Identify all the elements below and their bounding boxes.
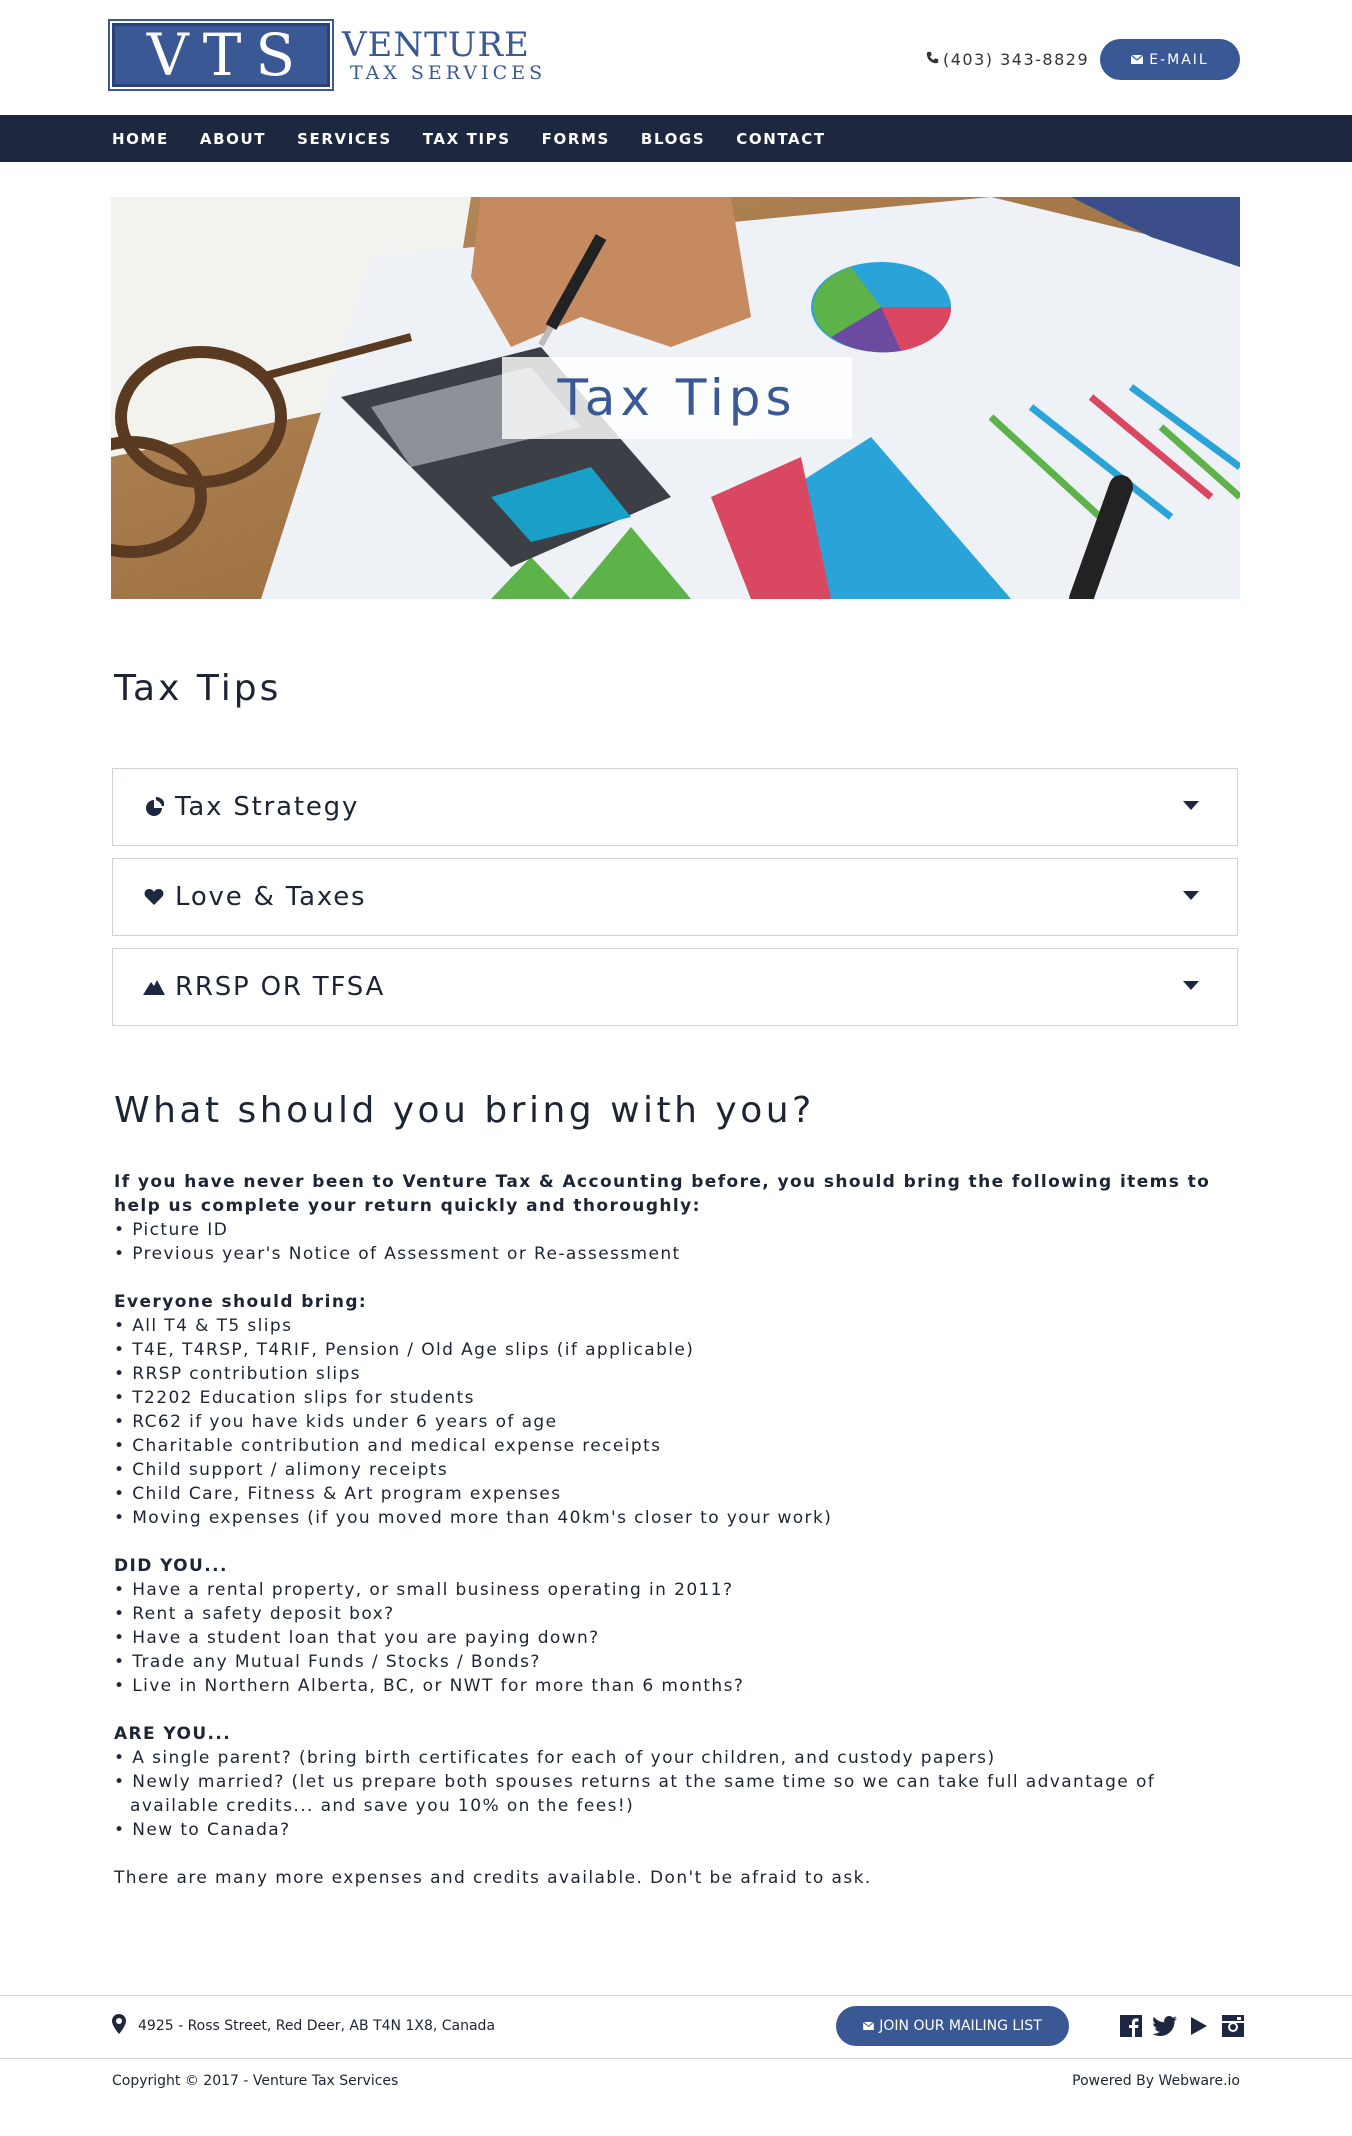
didyou-list [114, 1578, 1240, 1698]
chevron-down-icon [1183, 981, 1199, 990]
email-button-label: E-MAIL [1149, 51, 1209, 68]
address-text: 4925 - Ross Street, Red Deer, AB T4N 1X8, Canada [138, 2018, 496, 2034]
facebook-icon[interactable] [1119, 2014, 1143, 2038]
mailing-list-label: JOIN OUR MAILING LIST [879, 2018, 1042, 2034]
bring-intro: If you have never been to Venture Tax & Accounting before, you should bring the following items to help us complete your return quickly and thoroughly: [114, 1172, 1211, 1216]
list-item: • Trade any Mutual Funds / Stocks / Bonds? [114, 1652, 541, 1672]
didyou-heading: DID YOU... [114, 1556, 228, 1576]
heart-icon [143, 886, 165, 908]
accordion-label: RRSP OR TFSA [175, 972, 386, 1002]
bring-content [114, 1170, 1240, 1890]
list-item: • Live in Northern Alberta, BC, or NWT for more than 6 months? [114, 1676, 745, 1696]
list-item: • Have a rental property, or small business operating in 2011? [114, 1580, 734, 1600]
everyone-list [114, 1314, 1240, 1530]
map-pin-icon [112, 2014, 126, 2038]
accordion-tax-strategy[interactable] [112, 768, 1238, 846]
accordion-label: Love & Taxes [175, 882, 367, 912]
site-header [0, 0, 1352, 115]
nav-item-services[interactable]: SERVICES [297, 129, 392, 148]
nav-item-forms[interactable]: FORMS [541, 129, 610, 148]
phone-icon [926, 51, 939, 68]
phone-link[interactable] [926, 50, 1089, 69]
list-item: • Picture ID [114, 1220, 229, 1240]
intro-list [114, 1218, 1240, 1266]
list-item: • Child support / alimony receipts [114, 1460, 449, 1480]
logo-name: VENTURE [342, 25, 530, 65]
areyou-heading: ARE YOU... [114, 1724, 232, 1744]
list-item: • Have a student loan that you are paying down? [114, 1628, 600, 1648]
logo-letters: VTS [146, 21, 310, 89]
powered-by-link[interactable]: Powered By Webware.io [1072, 2073, 1240, 2089]
accordion-rrsp-tfsa[interactable] [112, 948, 1238, 1026]
areyou-list [114, 1746, 1240, 1842]
site-logo[interactable] [112, 23, 546, 87]
everyone-heading: Everyone should bring: [114, 1292, 368, 1312]
list-item: • RRSP contribution slips [114, 1364, 361, 1384]
logo-wordmark [342, 27, 546, 83]
list-item: • Charitable contribution and medical expense receipts [114, 1436, 662, 1456]
social-links [1119, 2014, 1245, 2038]
nav-item-blogs[interactable]: BLOGS [640, 129, 706, 148]
accordion-label: Tax Strategy [175, 792, 360, 822]
nav-item-contact[interactable]: CONTACT [736, 129, 826, 148]
footer-address [112, 2014, 495, 2038]
envelope-icon [863, 2018, 874, 2034]
list-item: • Previous year's Notice of Assessment or Re-assessment [114, 1244, 681, 1264]
list-item: • New to Canada? [114, 1820, 291, 1840]
footer-divider [0, 2058, 1352, 2059]
twitter-icon[interactable] [1153, 2014, 1177, 2038]
envelope-icon [1131, 52, 1143, 68]
list-item: • Newly married? (let us prepare both spouses returns at the same time so we can take full advantage of available credits... and save you 10% on the fees!) [114, 1772, 1156, 1816]
bring-closing: There are many more expenses and credits available. Don't be afraid to ask. [114, 1868, 872, 1888]
logo-subtitle: TAX SERVICES [350, 62, 547, 84]
youtube-icon[interactable] [1187, 2014, 1211, 2038]
phone-number: (403) 343-8829 [943, 50, 1090, 69]
list-item: • Rent a safety deposit box? [114, 1604, 395, 1624]
list-item: • T4E, T4RSP, T4RIF, Pension / Old Age slips (if applicable) [114, 1340, 695, 1360]
mailing-list-button[interactable] [836, 2006, 1069, 2046]
list-item: • RC62 if you have kids under 6 years of age [114, 1412, 558, 1432]
email-button[interactable] [1100, 39, 1240, 80]
hero-banner [111, 197, 1240, 599]
list-item: • A single parent? (bring birth certificates for each of your children, and custody papers) [114, 1748, 996, 1768]
copyright-text: Copyright © 2017 - Venture Tax Services [112, 2073, 399, 2089]
pie-chart-icon [143, 796, 165, 818]
list-item: • T2202 Education slips for students [114, 1388, 475, 1408]
list-item: • All T4 & T5 slips [114, 1316, 293, 1336]
footer-divider [0, 1995, 1352, 1996]
mountain-icon [143, 976, 165, 998]
logo-mark [112, 23, 330, 87]
list-item: • Moving expenses (if you moved more than 40km's closer to your work) [114, 1508, 833, 1528]
list-item: • Child Care, Fitness & Art program expenses [114, 1484, 562, 1504]
bring-title: What should you bring with you? [114, 1090, 815, 1131]
instagram-icon[interactable] [1221, 2014, 1245, 2038]
chevron-down-icon [1183, 891, 1199, 900]
nav-item-tax-tips[interactable]: TAX TIPS [422, 129, 511, 148]
accordion-love-taxes[interactable] [112, 858, 1238, 936]
main-nav [0, 115, 1352, 162]
nav-item-home[interactable]: HOME [112, 129, 169, 148]
nav-item-about[interactable]: ABOUT [199, 129, 267, 148]
chevron-down-icon [1183, 801, 1199, 810]
page-title: Tax Tips [114, 668, 282, 709]
hero-title: Tax Tips [502, 357, 852, 439]
